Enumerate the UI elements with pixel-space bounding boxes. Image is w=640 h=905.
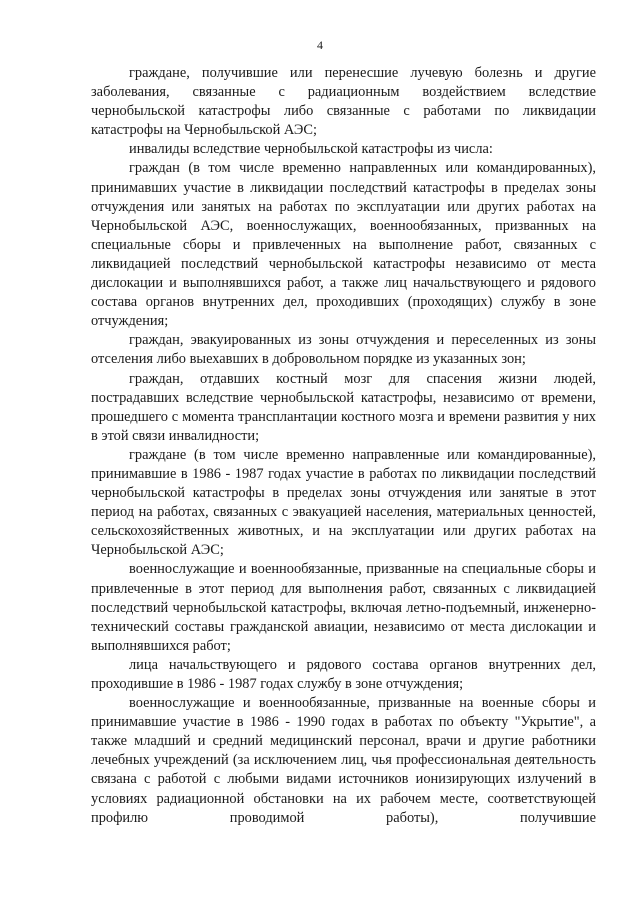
paragraph: лица начальствующего и рядового состава органов внутренних дел, проходившие в 1986 - 1987 годах службу в зоне отчуждения; (91, 656, 596, 692)
paragraph: военнослужащие и военнообязанные, призванные на специальные сборы и привлеченные в этот период для выполнения работ, связанных с ликвидацией последствий чернобыльской катастрофы, включая летно-подъемный, инженерно-технический составы гражданской авиации, независимо от места дислокации и выполнявшихся работ; (91, 561, 596, 654)
document-body (91, 64, 596, 828)
paragraph: инвалиды вследствие чернобыльской катастрофы из числа: (129, 141, 493, 158)
paragraph: граждан, отдавших костный мозг для спасения жизни людей, пострадавших вследствие чернобыльской катастрофы, независимо от времени, прошедшего с момента трансплантации костного мозга и времени развития у них в этой связи инвалидности; (91, 370, 596, 444)
page-number: 4 (317, 38, 323, 52)
paragraph: военнослужащие и военнообязанные, призванные на военные сборы и принимавшие участие в 1986 - 1990 годах в работах по объекту "Укрытие", а также младший и средний медицинский персонал, врачи и другие работники лечебных учреждений (за исключением лиц, чья профессиональная деятельность связана с работой с любыми видами источников ионизирующих излучений в условиях радиационной обстановки на их рабочем месте, соответствующей профилю проводимой работы), получившие (91, 695, 596, 826)
paragraph: граждане, получившие или перенесшие лучевую болезнь и другие заболевания, связанные с радиационным воздействием вследствие чернобыльской катастрофы либо связанные с работами по ликвидации катастрофы на Чернобыльской АЭС; (91, 65, 596, 139)
paragraph: граждан, эвакуированных из зоны отчуждения и переселенных из зоны отселения либо выехавших в добровольном порядке из указанных зон; (91, 332, 596, 368)
paragraph: граждане (в том числе временно направленные или командированные), принимавшие в 1986 - 1987 годах участие в работах по ликвидации последствий чернобыльской катастрофы в пределах зоны отчуждения или занятые в этот период на работах, связанных с эвакуацией населения, материальных ценностей, сельскохозяйственных животных, и на эксплуатации или других работах на Чернобыльской АЭС; (91, 446, 596, 559)
paragraph: граждан (в том числе временно направленных или командированных), принимавших участие в ликвидации последствий катастрофы в пределах зоны отчуждения или занятых на работах по эксплуатации или других работах на Чернобыльской АЭС, военнослужащих, военнообязанных, призванных на специальные сборы и привлеченных на выполнение работ, связанных с ликвидацией последствий чернобыльской катастрофы независимо от места дислокации и выполнявшихся работ, а также лиц начальствующего и рядового состава органов внутренних дел, проходивших (проходящих) службу в зоне отчуждения; (91, 160, 596, 330)
